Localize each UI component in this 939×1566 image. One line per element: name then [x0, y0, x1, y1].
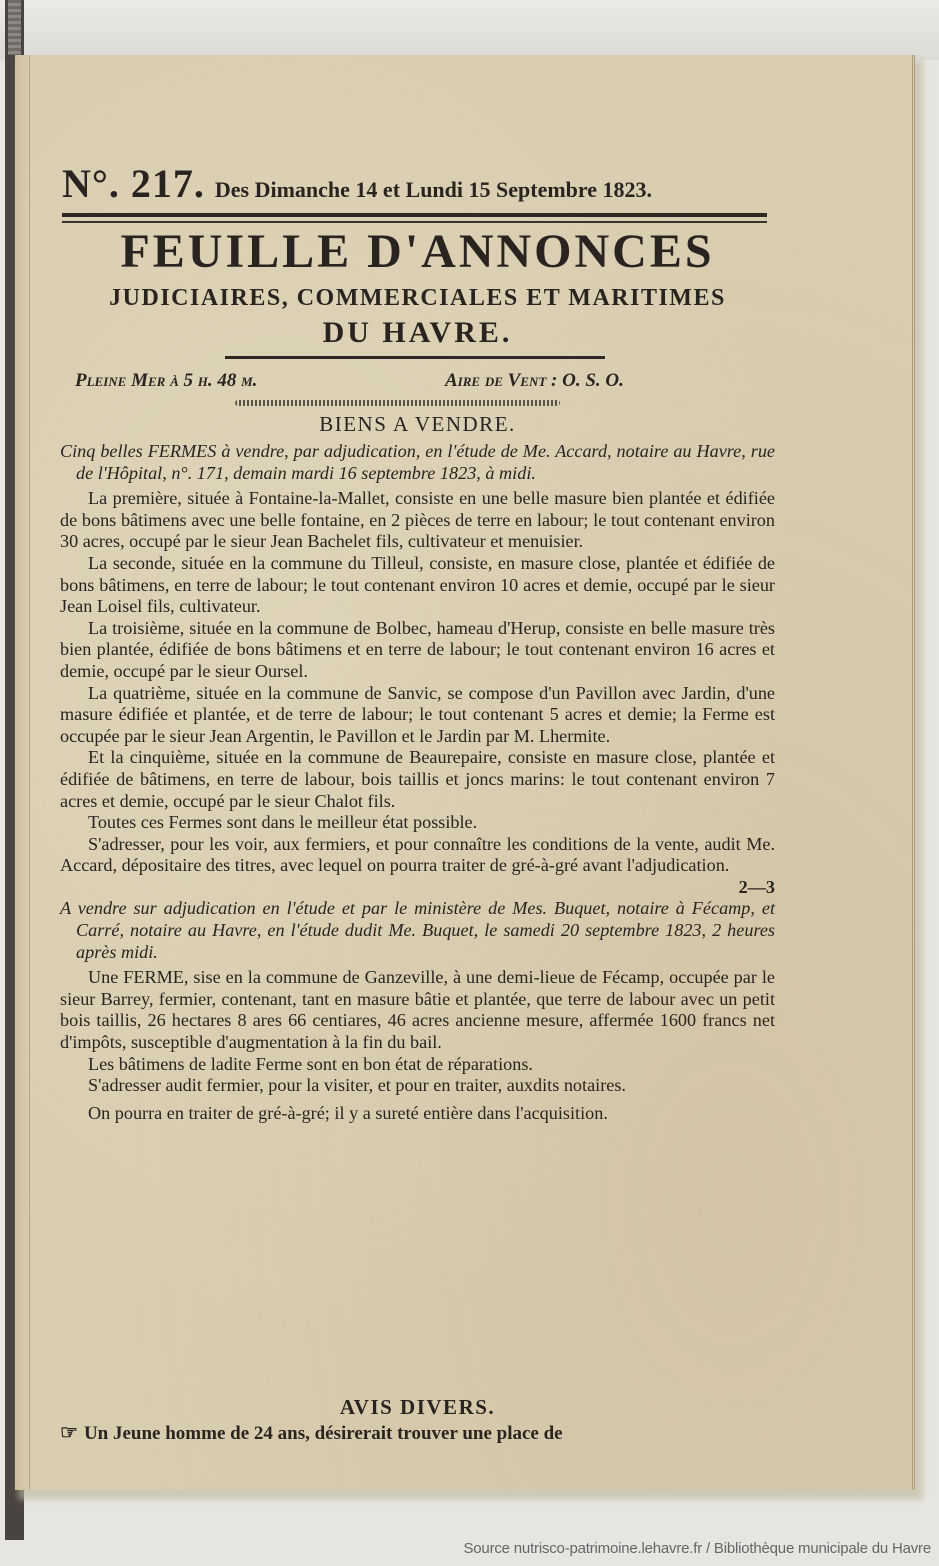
newspaper-page	[15, 55, 915, 1490]
farm-paragraph: La troisième, située en la commune de Bolbec, hameau d'Herup, consiste en belle masure très bien plantée, édifiée de bons bâtimens et en terre de labour; le tout contenant environ 16 acres et demie, occupé par le sieur Oursel.	[60, 617, 775, 681]
section-biens-a-vendre-body	[60, 441, 775, 1124]
farm-paragraph: S'adresser audit fermier, pour la visiter, et pour en traiter, auxdits notaires.	[88, 1075, 626, 1096]
masthead-rule-thin	[62, 221, 767, 223]
section-avis-divers-body	[60, 1423, 775, 1445]
section-heading-avis-divers: AVIS DIVERS.	[339, 1395, 496, 1419]
newspaper-subtitle: JUDICIAIRES, COMMERCIALES ET MARITIMES	[109, 285, 726, 311]
farm-paragraph: La première, située à Fontaine-la-Mallet, consiste en une belle masure bien plantée et édifiée de bons bâtimens avec une belle fontaine, en 2 pièces de terre en labour; le tout contenant environ 30 acres, occupé par le sieur Jean Bachelet fils, cultivateur et menuisier.	[60, 488, 775, 552]
binding-strip	[8, 0, 21, 55]
background-top	[0, 0, 939, 60]
issue-number: N°. 217.	[62, 161, 205, 206]
insertion-mark: 2—3	[738, 876, 775, 897]
source-credit: Source nutrisco-patrimoine.lehavre.fr / Bibliothèque municipale du Havre	[463, 1540, 931, 1557]
farm-paragraph: Et la cinquième, située en la commune de Beaurepaire, consiste en masure close, plantée et édifiée de bâtimens, en terre de labour, bois taillis et joncs marins: le tout contenant environ 7 acres et demie, occupé par le sieur Chalot fils.	[60, 747, 775, 811]
farm-paragraph: Une FERME, sise en la commune de Ganzeville, à une demi-lieue de Fécamp, occupée par le sieur Barrey, fermier, contenant, tant en masure bâtie et plantée, que terre de labour avec un petit bois taillis, 26 hectares 8 ares 66 centiares, 46 acres ancienne mesure, affermée 1600 francs net d'impôts, susceptible d'augmentation à la fin du bail.	[60, 967, 775, 1053]
tide-info: Pleine Mer à 5 h. 48 m.	[75, 370, 258, 391]
wind-info: Aire de Vent : O. S. O.	[445, 370, 624, 391]
announcement-intro: A vendre sur adjudication en l'étude et par le ministère de Mes. Buquet, notaire à Fécamp, et Carré, notaire au Havre, en l'étude dudit Me. Buquet, le samedi 20 septembre 1823, 2 heures après midi.	[60, 898, 775, 962]
wavy-divider	[235, 400, 560, 406]
issue-line	[62, 160, 782, 207]
notice-line	[60, 1423, 775, 1445]
farm-paragraph: On pourra en traiter de gré-à-gré; il y a sureté entière dans l'acquisition.	[88, 1102, 608, 1123]
section-heading-biens-a-vendre: BIENS A VENDRE.	[319, 412, 516, 436]
notice-text: Un Jeune homme de 24 ans, désirerait trouver une place de	[83, 1423, 563, 1444]
farm-paragraph: La seconde, située en la commune du Tilleul, consiste, en masure close, plantée et édifiée de bons bâtimens, en terre de labour; le tout contenant environ 10 acres et demie, occupé par le sieur Jean Loisel fils, cultivateur.	[60, 552, 775, 617]
announcement-intro: Cinq belles FERMES à vendre, par adjudication, en l'étude de Me. Accard, notaire au Havre, rue de l'Hôpital, n°. 171, demain mardi 16 septembre 1823, à midi.	[60, 441, 775, 483]
farm-paragraph: Les bâtimens de ladite Ferme sont en bon état de réparations.	[88, 1053, 533, 1074]
pointing-hand-icon: ☞	[60, 1422, 78, 1444]
farm-paragraph: Toutes ces Fermes sont dans le meilleur état possible.	[88, 812, 478, 833]
newspaper-title: FEUILLE D'ANNONCES	[120, 225, 715, 278]
newspaper-city: DU HAVRE.	[322, 316, 513, 349]
masthead-rule-thick	[62, 213, 767, 217]
farm-paragraph: La quatrième, située en la commune de Sanvic, se compose d'un Pavillon avec Jardin, d'une masure édifiée et plantée, et de terre de labour; le tout contenant 5 acres et demie; la Ferme est occupée par le sieur Jean Argentin, le Pavillon et le Jardin par M. Lhermite.	[60, 682, 775, 746]
title-rule	[225, 356, 605, 359]
farm-paragraph: S'adresser, pour les voir, aux fermiers, et pour connaître les conditions de la vente, audit Me. Accard, dépositaire des titres, avec lequel on pourra traiter de gré-à-gré avant l'adjudication.	[60, 833, 775, 876]
page-fold	[15, 55, 30, 1490]
issue-date: Des Dimanche 14 et Lundi 15 Septembre 1823.	[214, 177, 653, 202]
